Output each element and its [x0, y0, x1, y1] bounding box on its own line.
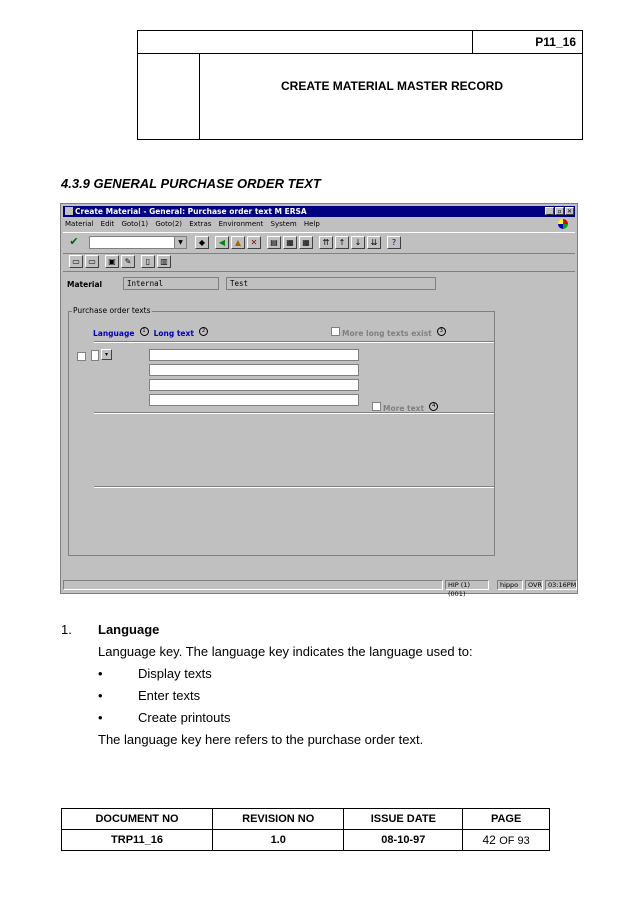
select-row-checkbox[interactable] — [77, 352, 86, 361]
material-number-field[interactable]: Internal — [123, 277, 219, 290]
footer-table — [61, 808, 550, 851]
divider — [94, 412, 494, 414]
command-field[interactable] — [89, 236, 187, 249]
long-text-column-label: Long text — [153, 329, 194, 338]
menu-bar — [65, 219, 573, 230]
title-bar — [63, 206, 575, 217]
find-next-icon[interactable]: ▦ — [299, 236, 313, 249]
more-long-texts — [331, 321, 446, 340]
sap-logo-icon — [558, 219, 568, 229]
exit-icon[interactable]: ▲ — [231, 236, 245, 249]
column-headers — [93, 321, 208, 340]
divider — [94, 341, 494, 343]
new-text-icon[interactable]: ▯ — [141, 255, 155, 268]
menu-edit[interactable]: Edit — [100, 220, 115, 228]
application-toolbar — [63, 253, 575, 272]
item-closing: The language key here refers to the purchase order text. — [98, 732, 424, 747]
menu-goto2[interactable]: Goto(2) — [155, 220, 183, 228]
footer-value-row — [62, 830, 550, 851]
marker-3: 3 — [437, 327, 446, 336]
header-logo-cell — [138, 53, 200, 139]
language-dropdown-icon[interactable]: ▾ — [101, 349, 112, 360]
group-title: Purchase order texts — [73, 306, 151, 315]
minimize-icon[interactable]: _ — [545, 207, 554, 215]
material-description-field[interactable]: Test — [226, 277, 436, 290]
menu-environment[interactable]: Environment — [218, 220, 264, 228]
revision-no: 1.0 — [213, 830, 344, 851]
menu-help[interactable]: Help — [303, 220, 320, 228]
text-line-4[interactable] — [149, 394, 359, 406]
footer-header-issue-date: ISSUE DATE — [344, 809, 463, 830]
org-levels-icon[interactable]: ▭ — [85, 255, 99, 268]
edit-icon[interactable]: ✎ — [121, 255, 135, 268]
material-label: Material — [67, 280, 103, 289]
purchase-order-texts-group — [68, 306, 495, 556]
window-controls — [544, 207, 574, 218]
footer-header-revision-no: REVISION NO — [213, 809, 344, 830]
marker-2: 2 — [199, 327, 208, 336]
sap-window — [60, 203, 578, 598]
app-icon — [65, 207, 73, 215]
status-mode: OVR — [525, 580, 543, 590]
marker-4: 4 — [429, 402, 438, 411]
footer-header-document-no: DOCUMENT NO — [62, 809, 213, 830]
status-message — [63, 580, 443, 590]
standard-toolbar — [63, 232, 575, 254]
more-text-label: More text — [383, 404, 425, 413]
last-page-icon[interactable]: ⇊ — [367, 236, 381, 249]
additional-data-icon[interactable]: ▭ — [69, 255, 83, 268]
status-time: 03:16PM — [545, 580, 577, 590]
data-icon[interactable]: ▣ — [105, 255, 119, 268]
status-system: HIP (1) (001) — [445, 580, 489, 590]
menu-material[interactable]: Material — [65, 220, 94, 228]
status-bar — [63, 580, 577, 598]
print-icon[interactable]: ▤ — [267, 236, 281, 249]
save-icon[interactable]: ◆ — [195, 236, 209, 249]
menu-system[interactable]: System — [270, 220, 297, 228]
more-long-texts-checkbox[interactable] — [331, 327, 340, 336]
window-title: Create Material - General: Purchase order text M ERSA — [75, 207, 307, 216]
text-line-2[interactable] — [149, 364, 359, 376]
menu-extras[interactable]: Extras — [189, 220, 212, 228]
next-page-icon[interactable]: ↓ — [351, 236, 365, 249]
enter-check-icon[interactable]: ✔ — [67, 236, 81, 249]
cancel-icon[interactable]: ✕ — [247, 236, 261, 249]
back-icon[interactable]: ◀ — [215, 236, 229, 249]
section-heading: 4.3.9 GENERAL PURCHASE ORDER TEXT — [61, 176, 321, 191]
language-column-label: Language — [93, 329, 135, 338]
more-text-checkbox[interactable] — [372, 402, 381, 411]
page-number — [463, 830, 550, 851]
issue-date: 08-10-97 — [344, 830, 463, 851]
first-page-icon[interactable]: ⇈ — [319, 236, 333, 249]
maximize-icon[interactable]: ▫ — [555, 207, 564, 215]
text-line-1[interactable] — [149, 349, 359, 361]
status-server: hippo — [497, 580, 523, 590]
chevron-down-icon[interactable]: ▼ — [174, 237, 186, 248]
page-current: 42 — [482, 833, 496, 847]
help-icon[interactable]: ? — [387, 236, 401, 249]
item-intro: Language key. The language key indicates the language used to: — [98, 644, 473, 659]
header-row — [138, 31, 582, 54]
item-number: 1. — [61, 622, 72, 637]
item-title: Language — [98, 622, 160, 637]
close-icon[interactable]: ✕ — [566, 208, 573, 215]
delete-icon[interactable]: ▥ — [157, 255, 171, 268]
document-no: TRP11_16 — [62, 830, 213, 851]
header-box — [137, 30, 583, 140]
find-icon[interactable]: ▦ — [283, 236, 297, 249]
divider — [94, 486, 494, 488]
previous-page-icon[interactable]: ↑ — [335, 236, 349, 249]
marker-1: 1 — [140, 327, 149, 336]
text-line-3[interactable] — [149, 379, 359, 391]
page-of: OF 93 — [499, 835, 530, 847]
footer-header-page: PAGE — [463, 809, 550, 830]
footer-header-row — [62, 809, 550, 830]
menu-goto1[interactable]: Goto(1) — [121, 220, 149, 228]
doc-code: P11_16 — [472, 31, 582, 53]
language-field[interactable] — [91, 350, 99, 361]
document-title: CREATE MATERIAL MASTER RECORD — [281, 79, 503, 93]
more-long-texts-label: More long texts exist — [342, 329, 432, 338]
